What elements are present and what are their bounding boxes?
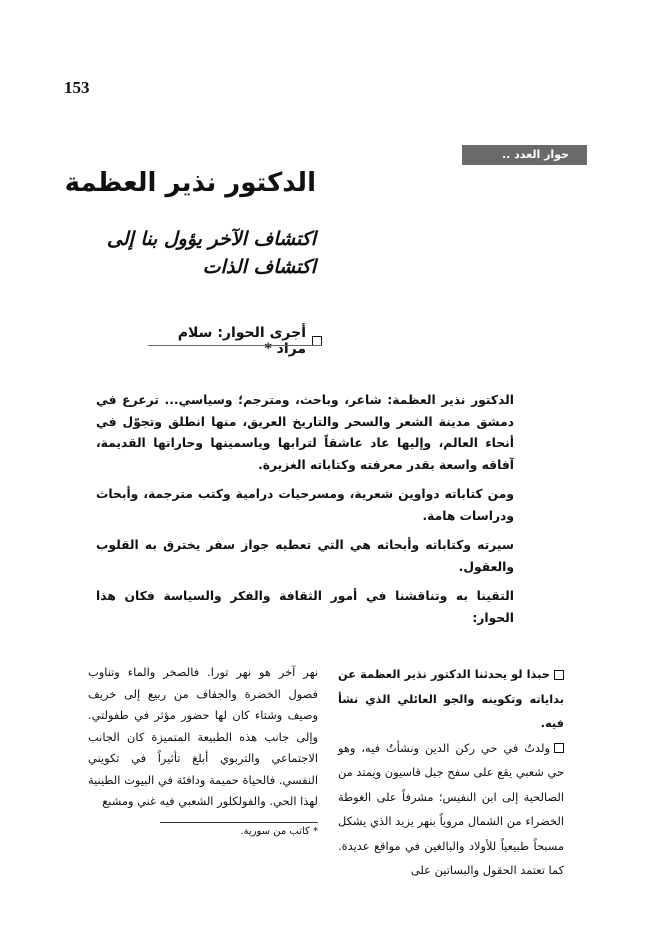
article-subtitle: اكتشاف الآخر يؤول بنا إلى اكتشاف الذات: [106, 228, 316, 278]
byline-divider: [148, 345, 322, 346]
article-title: الدكتور نذير العظمة: [64, 168, 316, 198]
byline-text: أجرى الحوار: سلام مراد *: [177, 325, 306, 357]
intro-paragraph: ومن كتاباته دواوين شعرية، ومسرحيات درامية وكتب مترجمة، وأبحاث ودراسات هامة.: [96, 487, 514, 523]
interview-question: [338, 662, 564, 736]
footnote: * كاتب من سورية.: [240, 826, 318, 837]
body-column-left: [88, 662, 318, 813]
interview-answer: [338, 736, 564, 883]
section-label: حوار العدد ..: [462, 145, 587, 165]
body-column-right: [338, 662, 564, 883]
intro-section: [96, 390, 514, 637]
answer-text: ولدتُ في حي ركن الدين ونشأتُ فيه، وهو حي شعبي يقع على سفح جبل قاسيون ويمتد من الصالحية إلى ابن النفيس؛ مشرفاً على الغوطة الخضراء من الشمال مروياً بنهر يزيد الذي يشكل مسبحاً طبيعياً للأولاد والبالغين في مواقع عديدة. كما تعتمد الحقول والبساتين على: [338, 740, 564, 877]
square-bullet-icon: [554, 743, 564, 753]
intro-paragraph: سيرته وكتاباته وأبحاثه هي التي تعطيه جواز سفر يخترق به القلوب والعقول.: [96, 538, 514, 574]
page-number: 153: [64, 78, 90, 97]
intro-paragraph: التقينا به وتناقشنا في أمور الثقافة والفكر والسياسة فكان هذا الحوار:: [96, 589, 514, 625]
question-text: حبذا لو يحدثنا الدكتور نذير العظمة عن بداياته وتكوينه والجو العائلي الذي نشأ فيه.: [338, 667, 564, 730]
footnote-divider: [160, 822, 318, 823]
answer-continuation: نهر آخر هو نهر تورا. فالصخر والماء وتناوب فصول الخضرة والجفاف من ربيع إلى خريف وصيف وشتاء كان لها حضور مؤثر في طفولتي. وإلى جانب هذه الطبيعة المتميزة كان الجانب الاجتماعي والتربوي أبلغ تأثيراً في تكويني النفسي. فالحياة حميمة ودافئة في البيوت الطينية لهذا الحي. والفولكلور الشعبي فيه غني ومشبع: [88, 665, 318, 808]
intro-paragraph: الدكتور نذير العظمة: شاعر، وباحث، ومترجم؛ وسياسي... ترعرع في دمشق مدينة الشعر والسحر والتاريخ العريق، منها انطلق وتجوّل في أنحاء العالم، وإليها عاد عاشقاً لترابها وياسمينها وحاراتها القديمة، آفاقه واسعة بقدر معرفته وكتاباته الغزيرة.: [96, 393, 514, 472]
square-bullet-icon: [554, 670, 564, 680]
byline: [148, 325, 322, 357]
